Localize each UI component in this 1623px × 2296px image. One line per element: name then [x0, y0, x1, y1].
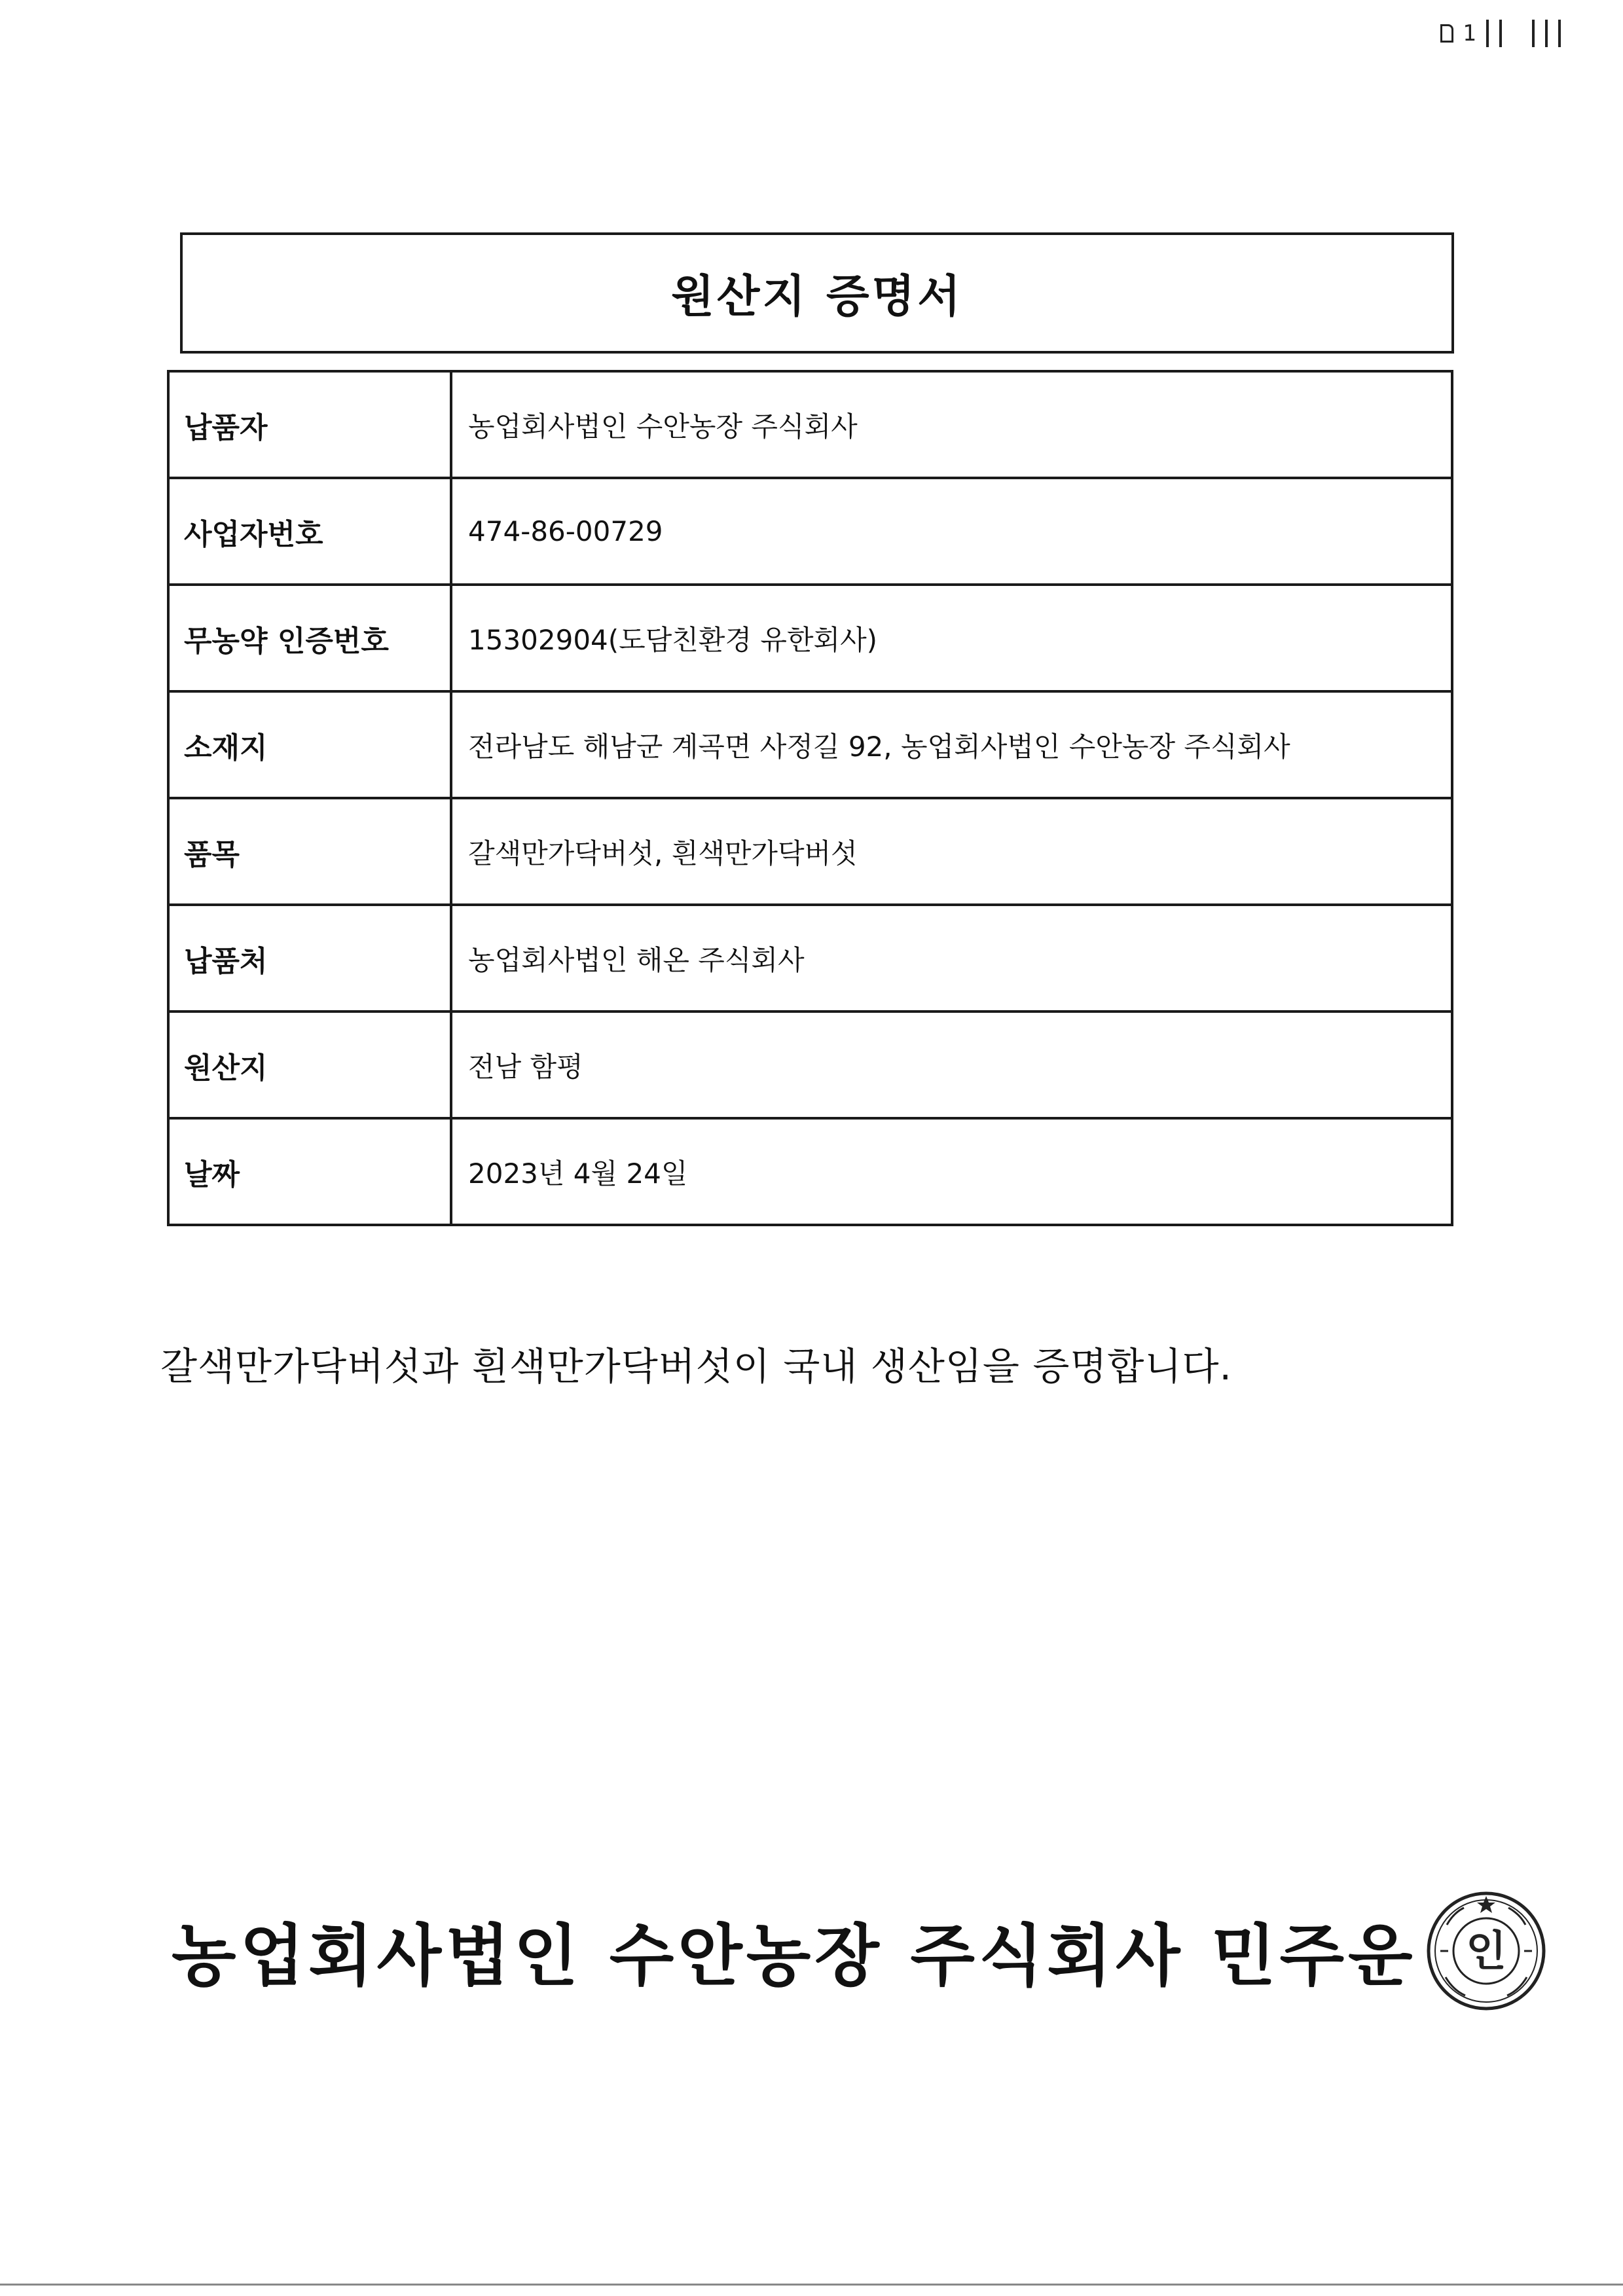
row-label: 원산지	[168, 1011, 451, 1118]
title-box	[180, 232, 1454, 354]
row-label: 납품자	[168, 371, 451, 478]
row-label: 사업자번호	[168, 478, 451, 585]
signature-block	[172, 1886, 1552, 2016]
table-row	[168, 478, 1452, 585]
document-title: 원산지 증명서	[671, 271, 963, 323]
table-row	[168, 798, 1452, 905]
fax-mark	[1558, 20, 1561, 47]
fax-page-number: 1	[1463, 20, 1476, 46]
page-bottom-divider	[0, 2284, 1623, 2286]
table-row	[168, 1118, 1452, 1225]
signature-text: 농업회사법인 수안농장 주식회사 민주운	[172, 1918, 1417, 1995]
fax-mark	[1545, 20, 1548, 47]
row-value: 전남 함평	[451, 1011, 1452, 1118]
row-value: 15302904(도담친환경 유한회사)	[451, 585, 1452, 691]
row-value: 갈색만가닥버섯, 흰색만가닥버섯	[451, 798, 1452, 905]
company-seal-icon	[1421, 1886, 1552, 2016]
table-row	[168, 691, 1452, 798]
row-value: 474-86-00729	[451, 478, 1452, 585]
table-row	[168, 905, 1452, 1011]
table-row	[168, 585, 1452, 691]
table-row	[168, 371, 1452, 478]
seal-text: 인	[1465, 1927, 1506, 1976]
row-value: 2023년 4월 24일	[451, 1118, 1452, 1225]
row-value: 농업회사법인 수안농장 주식회사	[451, 371, 1452, 478]
row-label: 무농약 인증번호	[168, 585, 451, 691]
fax-mark	[1486, 20, 1489, 47]
row-value: 농업회사법인 해온 주식회사	[451, 905, 1452, 1011]
row-label: 품목	[168, 798, 451, 905]
fax-mark	[1532, 20, 1535, 47]
row-label: 날짜	[168, 1118, 451, 1225]
fax-mark	[1499, 20, 1502, 47]
row-label: 소재지	[168, 691, 451, 798]
certification-statement: 갈색만가닥버섯과 흰색만가닥버섯이 국내 생산임을 증명합니다.	[160, 1344, 1232, 1389]
info-table	[167, 370, 1453, 1226]
page-icon	[1440, 24, 1453, 43]
fax-header	[1440, 17, 1561, 50]
row-value: 전라남도 해남군 계곡면 사정길 92, 농업회사법인 수안농장 주식회사	[451, 691, 1452, 798]
table-row	[168, 1011, 1452, 1118]
row-label: 납품처	[168, 905, 451, 1011]
